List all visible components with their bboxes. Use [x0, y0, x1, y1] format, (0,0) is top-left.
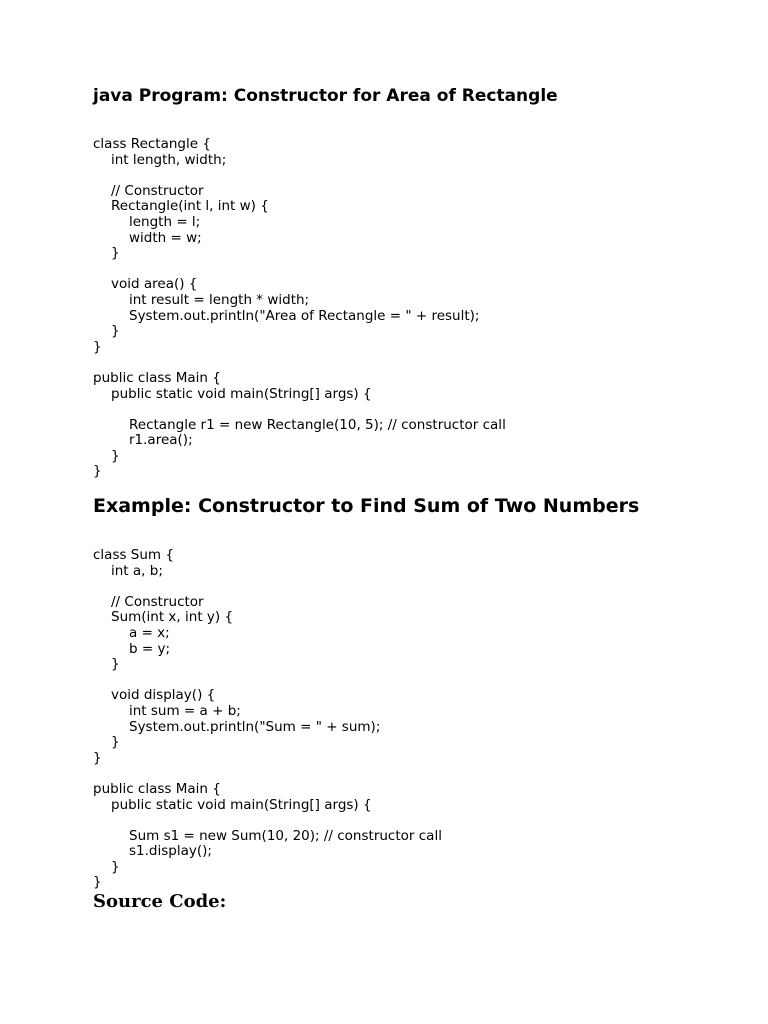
code-line: width = w; — [129, 229, 202, 246]
code-line — [93, 813, 442, 829]
code-line: } — [111, 447, 120, 464]
code-line: int sum = a + b; — [129, 702, 241, 719]
code-line: r1.area(); — [129, 432, 193, 449]
code-line — [93, 168, 506, 184]
code-line: public static void main(String[] args) { — [111, 385, 372, 402]
code-line: } — [111, 656, 120, 673]
code-line: Rectangle(int l, int w) { — [111, 198, 269, 215]
code-line: } — [93, 338, 102, 355]
code-line: class Rectangle { — [93, 136, 211, 152]
code-line — [93, 262, 506, 278]
code-line: // Constructor — [111, 593, 204, 610]
code-line — [93, 673, 442, 689]
code-line: System.out.println("Area of Rectangle = " + result); — [129, 307, 480, 324]
code-line — [93, 402, 506, 418]
source-code-heading: Source Code: — [93, 891, 227, 912]
code-line: b = y; — [129, 640, 171, 657]
code-line: int a, b; — [111, 562, 163, 579]
code-line: } — [111, 323, 120, 340]
code-line: // Constructor — [111, 182, 204, 199]
code-line: public class Main { — [93, 780, 221, 797]
code-line — [93, 579, 442, 595]
section-heading-rectangle: java Program: Constructor for Area of Rectangle — [93, 86, 558, 106]
code-line: length = l; — [129, 213, 201, 230]
code-line: int result = length * width; — [129, 291, 310, 308]
code-line: Sum(int x, int y) { — [111, 609, 234, 626]
code-line: void display() { — [111, 687, 216, 704]
code-line: } — [111, 245, 120, 262]
code-line: public class Main { — [93, 369, 221, 386]
code-line: Sum s1 = new Sum(10, 20); // constructor call — [129, 827, 442, 844]
code-line — [93, 355, 506, 371]
code-line: } — [111, 734, 120, 751]
code-line: } — [93, 874, 102, 891]
code-block-sum — [93, 548, 442, 891]
code-line: Rectangle r1 = new Rectangle(10, 5); // constructor call — [129, 416, 506, 433]
code-line: } — [93, 463, 102, 480]
code-line: int length, width; — [111, 151, 227, 168]
code-line: void area() { — [111, 276, 198, 293]
code-line: System.out.println("Sum = " + sum); — [129, 718, 381, 735]
code-line: class Sum { — [93, 547, 174, 563]
code-line — [93, 766, 442, 782]
code-line: a = x; — [129, 624, 170, 641]
code-line: s1.display(); — [129, 843, 212, 860]
section-heading-sum: Example: Constructor to Find Sum of Two Numbers — [93, 495, 640, 517]
code-line: } — [93, 749, 102, 766]
code-block-rectangle — [93, 137, 506, 480]
code-line: public static void main(String[] args) { — [111, 796, 372, 813]
code-line: } — [111, 858, 120, 875]
